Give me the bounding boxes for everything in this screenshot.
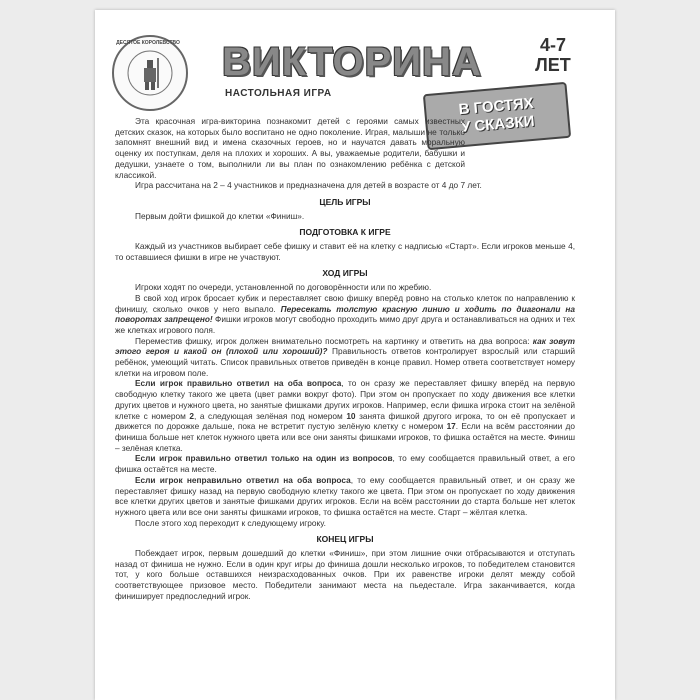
cell-number-10: 10 [346,410,356,421]
knight-icon [125,48,175,98]
both-correct-text-2: , а следующая зелёная под номером [193,410,347,421]
goal-heading: ЦЕЛЬ ИГРЫ [319,196,371,207]
moves-questions [115,336,575,379]
badge-line-1: В ГОСТЯХ [457,94,535,119]
both-wrong-bold: Если игрок неправильно ответил на оба вопроса [135,474,351,485]
one-correct-bold: Если игрок правильно ответил только на один из вопросов [135,453,393,464]
moves-order: Игроки ходят по очереди, установленной по договорённости или по жребию. [135,282,432,293]
both-wrong-text: , то ему сообщается правильный ответ, и он сразу же переставляет фишку назад на первую свободную клетку такого же цвета. При этом он пропускает по ходу движения все клетки других цветов и занятые фишками других игроков. Если на всём расстоянии до старта больше нет клеток нужного цвета или все они заняты фишками игроков, то фишка остаётся на месте. Старт – жёлтая клетка. [115,474,575,517]
moves-next-turn: После этого ход переходит к следующему игроку. [135,517,326,528]
game-title: ВИКТОРИНА [222,40,482,84]
age-label [528,35,578,75]
badge-line-2: У СКАЗКИ [460,112,536,137]
moves-one-correct [115,453,575,474]
end-text: Побеждает игрок, первым дошедший до клетки «Финиш», при этом лишние очки отбрасываются и отступать назад от финиша не нужно. Если в один круг игры до финиша дошли несколько игроков, то победителем становится тот, у кого больше оставшихся неизрасходованных очков. При их равенстве игроки делят между собой соответствующее призовое место. Победители занимают места на пьедестале. Игра заканчивается, когда финиширует предпоследний игрок. [115,548,575,601]
emblem-caption: ДЕСЯТОЕ КОРОЛЕВСТВО [116,40,180,46]
moves-questions-text: Переместив фишку, игрок должен внимательно посмотреть на картинку и ответить на два вопроса: [135,335,533,346]
prep-text: Каждый из участников выбирает себе фишку и ставит её на клетку с надписью «Старт». Если игроков меньше 4, то оставшиеся фишки в игре не участвуют. [115,241,575,262]
moves-both-correct [115,378,575,453]
both-correct-text-3: занята фишкой другого игрока, то он её пропускает и движется по дорожке дальше, пока не встретит пустую зелёную клетку с номером [115,410,575,432]
moves-questions-end: Правильность ответов контролирует взрослый или старший ребёнок, умеющий читать. Список правильных ответов приведён в конце правил. Номер ответа соответствует номеру клетки на игровом поле. [115,346,575,378]
game-subtitle: НАСТОЛЬНАЯ ИГРА [225,88,332,99]
moves-rule-warning: Пересекать толстую красную линию и ходить по диагонали на поворотах запрещено! [115,303,575,325]
rules-content [115,116,575,602]
end-heading: КОНЕЦ ИГРЫ [316,534,374,545]
both-correct-text-4: . Если на всём расстоянии до финиша больше нет клеток нужного цвета или все они заняты фишками игроков, то фишка остаётся на месте. Финиш – зелёная клетка. [115,421,575,453]
cell-number-2: 2 [189,410,194,421]
age-unit: ЛЕТ [535,55,571,75]
intro-audience: Игра рассчитана на 2 – 4 участников и предназначена для детей в возрасте от 4 до 7 лет. [135,180,482,191]
moves-dice [115,293,575,336]
age-range: 4-7 [539,35,566,55]
cell-number-17: 17 [446,421,456,432]
prep-heading: ПОДГОТОВКА К ИГРЕ [299,227,391,238]
moves-questions-bold: как зовут этого героя и какой он (плохой или хороший)? [115,335,575,357]
moves-heading: ХОД ИГРЫ [322,268,368,279]
knight-emblem-icon [112,35,188,111]
both-correct-text: , то он сразу же переставляет фишку вперёд на первую свободную клетку такого же цвета (цвет рамки вокруг фото). При этом он пропускает по ходу движения все клетки других цветов и нужного цвета, но занятые фишками других игроков. Например, если фишка игрока стоит на зелёной клетке с номером [115,378,575,421]
one-correct-text: , то ему сообщается правильный ответ, а его фишка остаётся на месте. [115,453,575,475]
goal-text: Первым дойти фишкой до клетки «Финиш». [135,210,305,221]
intro-paragraph: Эта красочная игра-викторина познакомит детей с героями самых известных детских сказок, на которых было воспитано не одно поколение. Играя, малыши не только запомнят внешний вид и имена сказочных героев, но и научатся давать моральную оценку их поступкам, деля на плохих и хороших. А вы, уважаемые родители, бабушки и дедушки, узнаете о том, выполнили ли вы план по ознакомлению ребёнка с детской классикой. [115,116,465,180]
moves-dice-text: В свой ход игрок бросает кубик и переставляет свою фишку вперёд ровно на столько клеток по направлению к финишу, сколько очков у него выпало. [115,292,575,314]
moves-dice-text-end: Фишки игроков могут свободно проходить мимо друг друга и останавливаться на одних и тех же клетках игрового поля. [115,314,575,335]
moves-both-wrong [115,475,575,518]
both-correct-bold: Если игрок правильно ответил на оба вопроса [135,378,342,389]
